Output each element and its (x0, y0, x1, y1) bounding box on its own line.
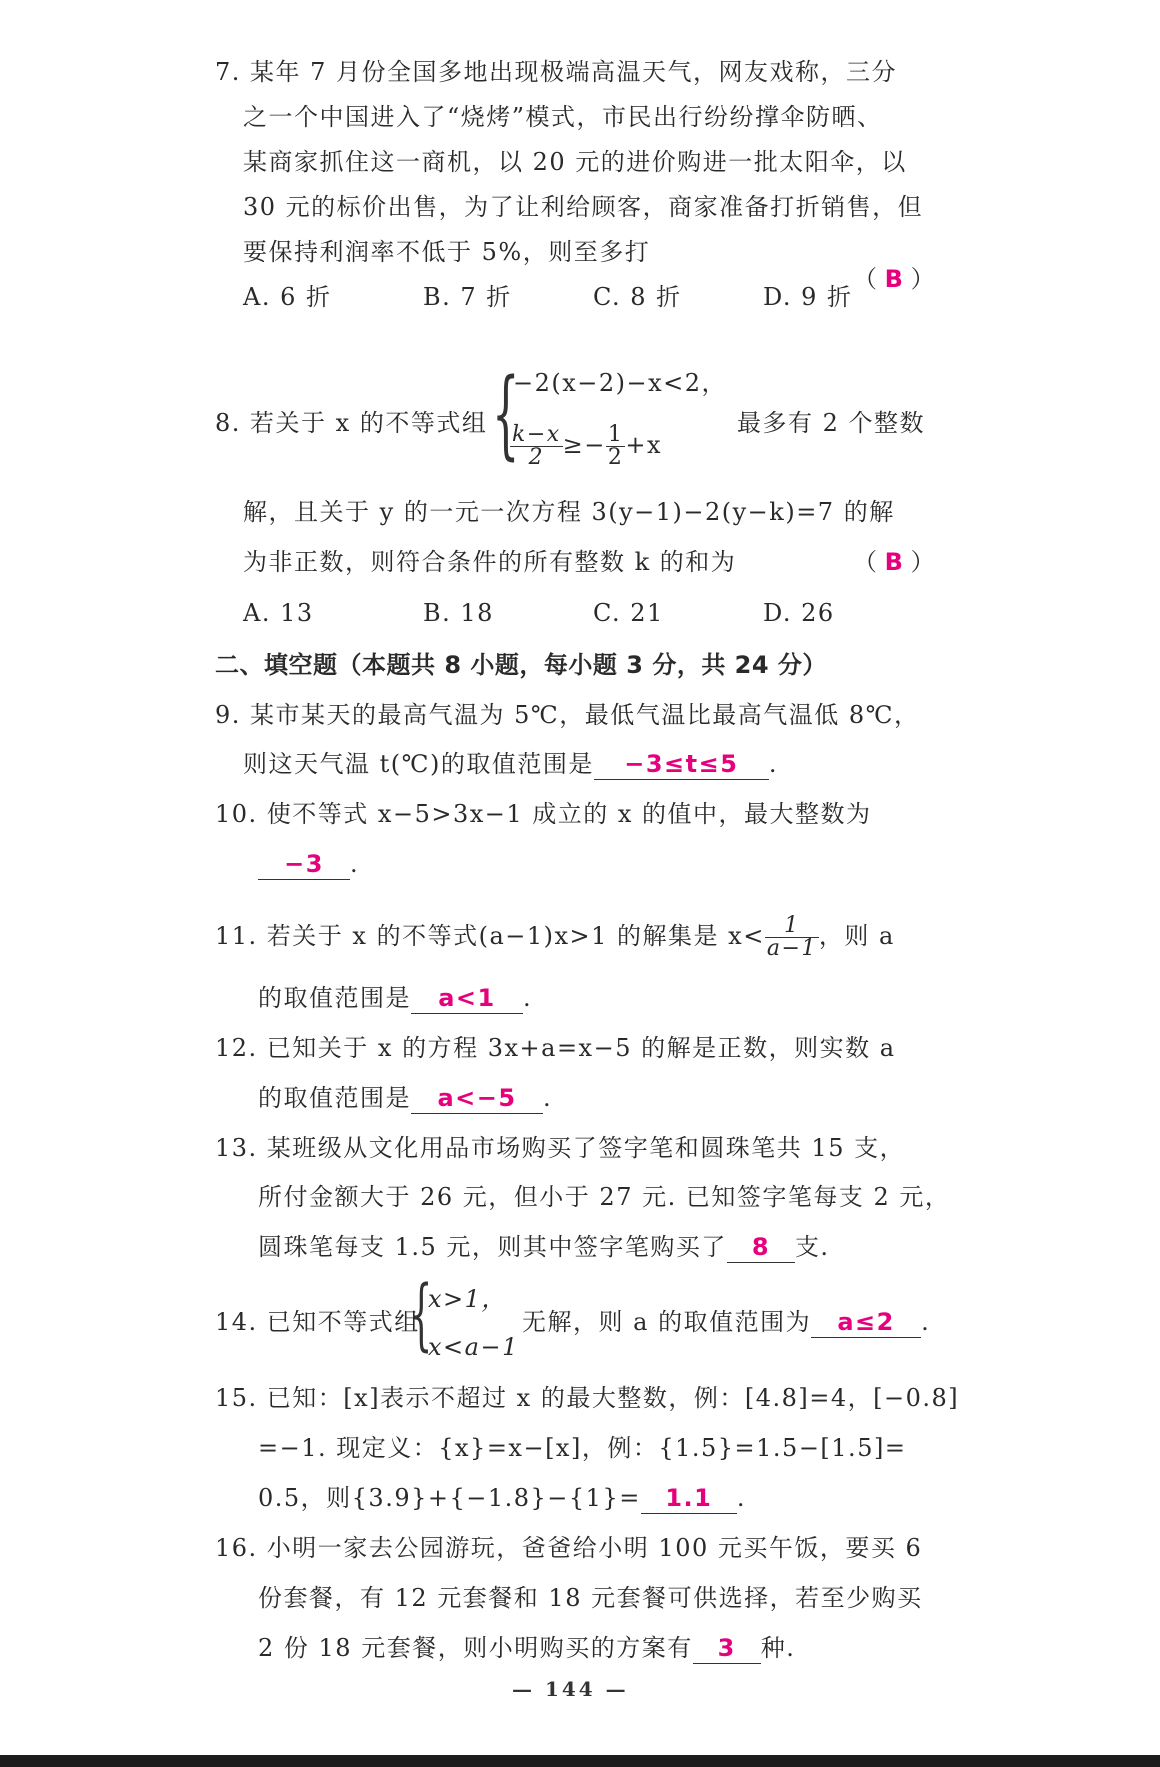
q8-option-b: B. 18 (423, 599, 494, 627)
q10-line-1: 10. 使不等式 x−5>3x−1 成立的 x 的值中，最大整数为 (215, 800, 872, 828)
q12-line-2: 的取值范围是 a<−5 . (258, 1084, 553, 1112)
q9-line-1: 9. 某市某天的最高气温为 5℃，最低气温比最高气温低 8℃， (215, 701, 920, 729)
q7-line-2: 之一个中国进入了“烧烤”模式，市民出行纷纷撑伞防晒、 (243, 103, 883, 131)
q7-option-a: A. 6 折 (243, 283, 332, 311)
q8-option-a: A. 13 (243, 599, 314, 627)
q11-frac: $\frac{1}{a-1}$ (766, 913, 817, 961)
q16-answer: 3 (717, 1634, 736, 1662)
q8-eq2-frac: $\frac{k-x}{2}$ (512, 422, 561, 470)
q10-line-2: −3 . (258, 847, 359, 881)
q8-prefix: 8. 若关于 x 的不等式组 (215, 409, 488, 437)
q14-eq2: x<a−1 (428, 1333, 519, 1361)
q14-brace-icon: { (410, 1270, 433, 1360)
q7-line-5: 要保持利润率不低于 5%，则至多打 (243, 238, 651, 266)
q14-eq1: x>1， (428, 1285, 507, 1313)
q8-line-2: 解，且关于 y 的一元一次方程 3(y−1)−2(y−k)=7 的解 (243, 498, 895, 526)
q14-line: 无解，则 a 的取值范围为 a≤2 . (522, 1308, 931, 1336)
q11-answer: a<1 (438, 984, 496, 1012)
q7-answer: B (884, 265, 903, 293)
q8-answer: B (884, 548, 903, 576)
q14-prefix: 14. 已知不等式组 (215, 1308, 420, 1336)
q8-eq2-half: $\frac{1}{2}$ (607, 422, 624, 470)
q9-line-2: 则这天气温 t(℃)的取值范围是 −3≤t≤5 . (243, 750, 778, 778)
q12-line-1: 12. 已知关于 x 的方程 3x+a=x−5 的解是正数，则实数 a (215, 1034, 896, 1062)
q7-answer-paren: （ B ） (853, 265, 935, 293)
q8-option-d: D. 26 (763, 599, 835, 627)
q15-line-1: 15. 已知：[x]表示不超过 x 的最大整数，例：[4.8]=4，[−0.8] (215, 1384, 960, 1412)
q12-answer: a<−5 (437, 1084, 517, 1112)
q15-answer: 1.1 (665, 1484, 713, 1512)
q10-answer: −3 (284, 850, 324, 878)
q15-line-3: 0.5，则{3.9}+{−1.8}−{1}= 1.1 . (258, 1484, 746, 1512)
q16-line-3: 2 份 18 元套餐，则小明购买的方案有 3 种. (258, 1634, 796, 1662)
q7-line-4: 30 元的标价出售，为了让利给顾客，商家准备打折销售，但 (243, 193, 924, 221)
q8-answer-paren: （ B ） (853, 548, 935, 576)
q13-line-2: 所付金额大于 26 元，但小于 27 元. 已知签字笔每支 2 元， (258, 1183, 951, 1211)
q11-line-2: 的取值范围是 a<1 . (258, 984, 533, 1012)
page-number: — 144 — (512, 1677, 629, 1701)
q7-option-b: B. 7 折 (423, 283, 512, 311)
q13-line-3: 圆珠笔每支 1.5 元，则其中签字笔购买了 8 支. (258, 1233, 830, 1261)
q13-line-1: 13. 某班级从文化用品市场购买了签字笔和圆珠笔共 15 支， (215, 1134, 906, 1162)
q7-line-1: 7. 某年 7 月份全国多地出现极端高温天气，网友戏称，三分 (215, 58, 898, 86)
q8-brace-icon: { (492, 358, 520, 470)
q8-eq1: −2(x−2)−x<2， (513, 369, 728, 397)
q8-line-3: 为非正数，则符合条件的所有整数 k 的和为 (243, 548, 737, 576)
q16-line-2: 份套餐，有 12 元套餐和 18 元套餐可供选择，若至少购买 (258, 1584, 923, 1612)
q13-answer: 8 (751, 1233, 771, 1261)
q11-line-1: 11. 若关于 x 的不等式(a−1)x>1 的解集是 x< $\frac{1}{a-1}$ ，则 a (215, 913, 895, 961)
section-2-heading: 二、填空题（本题共 8 小题，每小题 3 分，共 24 分） (215, 651, 827, 679)
bottom-bar (0, 1755, 1160, 1767)
q14-answer: a≤2 (837, 1308, 895, 1336)
q16-line-1: 16. 小明一家去公园游玩，爸爸给小明 100 元买午饭，要买 6 (215, 1534, 923, 1562)
q7-option-c: C. 8 折 (593, 283, 682, 311)
q7-option-d: D. 9 折 (763, 283, 853, 311)
q8-eq2: $\frac{k-x}{2}$ ≥− $\frac{1}{2}$ +x (512, 422, 663, 470)
q15-line-2: =−1. 现定义：{x}=x−[x]，例：{1.5}=1.5−[1.5]= (258, 1434, 907, 1462)
q8-suffix: 最多有 2 个整数 (737, 409, 926, 437)
q7-line-3: 某商家抓住这一商机，以 20 元的进价购进一批太阳伞，以 (243, 148, 907, 176)
q9-answer: −3≤t≤5 (624, 750, 739, 778)
q8-option-c: C. 21 (593, 599, 664, 627)
